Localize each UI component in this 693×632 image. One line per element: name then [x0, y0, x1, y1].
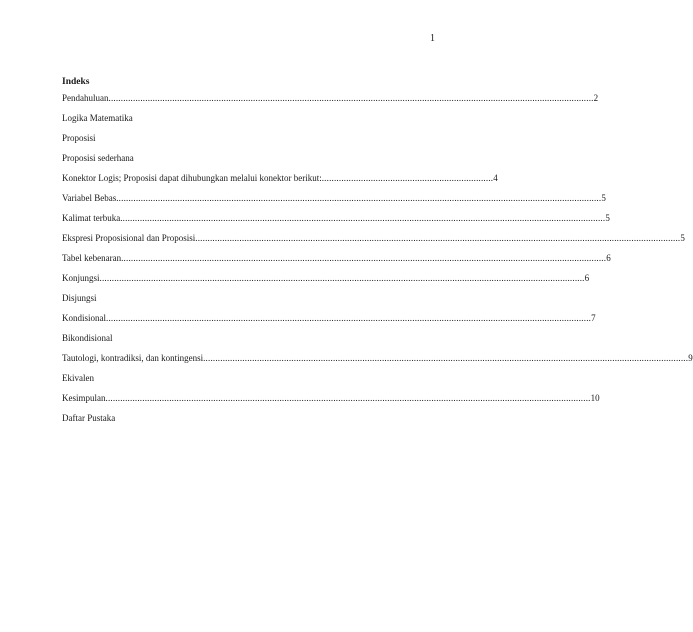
toc-entry-label: Konjungsi — [62, 273, 100, 283]
toc-entry-label: Bikondisional — [62, 333, 113, 343]
toc-entry-bikondisional[interactable] — [62, 332, 113, 344]
toc-leader-dots: ...................................................................................................................................................................................................... — [203, 353, 689, 363]
toc-leader-dots: ...................................................................................................................................................................................................... — [108, 93, 594, 103]
toc-entry-daftar-pustaka[interactable] — [62, 412, 115, 424]
toc-entry-label: Daftar Pustaka — [62, 413, 116, 423]
toc-entry-label: Tabel kebenaran — [62, 253, 122, 263]
toc-entry-page: 5 — [601, 193, 606, 203]
toc-entry-label: Disjungsi — [62, 293, 97, 303]
toc-leader-dots: ...................................................................................................................................................................................................... — [195, 233, 681, 243]
toc-entry-variabel-bebas[interactable] — [62, 192, 606, 204]
toc-leader-dots: ...................................................................................................................................................................................................... — [105, 393, 591, 403]
toc-entry-label: Tautologi, kontradiksi, dan kontingensi — [62, 353, 204, 363]
toc-entry-page: 10 — [590, 393, 600, 403]
toc-title: Indeks — [62, 77, 90, 87]
toc-entry-konektor-logis[interactable] — [62, 172, 498, 184]
toc-entry-kondisional[interactable] — [62, 312, 596, 324]
toc-entry-label: Kalimat terbuka — [62, 213, 121, 223]
toc-entry-label: Proposisi sederhana — [62, 153, 134, 163]
toc-entry-label: Konektor Logis; Proposisi dapat dihubungkan melalui konektor berikut: — [62, 173, 322, 183]
toc-entry-label: Logika Matematika — [62, 113, 133, 123]
page-number: 1 — [430, 33, 435, 44]
toc-entry-tautologi[interactable] — [62, 352, 693, 364]
toc-entry-proposisi[interactable] — [62, 132, 96, 144]
toc-entry-proposisi-sederhana[interactable] — [62, 152, 134, 164]
toc-entry-page: 4 — [493, 173, 498, 183]
toc-entry-konjungsi[interactable] — [62, 272, 590, 284]
toc-entry-page: 6 — [606, 253, 611, 263]
toc-entry-page: 6 — [584, 273, 590, 283]
toc-entry-page: 7 — [591, 313, 596, 323]
toc-entry-label: Ekivalen — [62, 373, 94, 383]
toc-entry-page: 9 — [688, 353, 693, 363]
toc-entry-ekspresi-proposisional[interactable] — [62, 232, 685, 244]
toc-entry-label: Variabel Bebas — [62, 193, 117, 203]
table-of-contents — [62, 76, 693, 423]
toc-entry-kalimat-terbuka[interactable] — [62, 212, 610, 224]
toc-leader-dots: ...................................................................................................................................................................................................... — [116, 193, 602, 203]
toc-entry-ekivalen[interactable] — [62, 372, 94, 384]
toc-entry-kesimpulan[interactable] — [62, 392, 600, 404]
toc-entry-label: Ekspresi Proposisional dan Proposisi — [62, 233, 196, 243]
toc-leader-dots: ...................................................................................................................................................................................................... — [120, 213, 606, 223]
toc-entry-disjungsi[interactable] — [62, 292, 97, 304]
toc-entry-label: Proposisi — [62, 133, 96, 143]
toc-entry-pendahuluan[interactable] — [62, 92, 599, 104]
toc-entry-logika-matematika[interactable] — [62, 112, 133, 124]
toc-entry-label: Pendahuluan — [62, 93, 109, 103]
toc-leader-dots: ...................................................................................................................................................................................................... — [99, 273, 585, 283]
toc-entry-page: 2 — [593, 93, 599, 103]
toc-entry-page: 5 — [605, 213, 610, 223]
toc-leader-dots: ...................................................................... — [321, 173, 494, 183]
toc-leader-dots: ...................................................................................................................................................................................................... — [106, 313, 592, 323]
toc-entry-label: Kesimpulan — [62, 393, 106, 403]
toc-entry-page: 5 — [680, 233, 685, 243]
toc-leader-dots: ...................................................................................................................................................................................................... — [121, 253, 607, 263]
toc-entry-tabel-kebenaran[interactable] — [62, 252, 611, 264]
toc-entry-label: Kondisional — [62, 313, 106, 323]
